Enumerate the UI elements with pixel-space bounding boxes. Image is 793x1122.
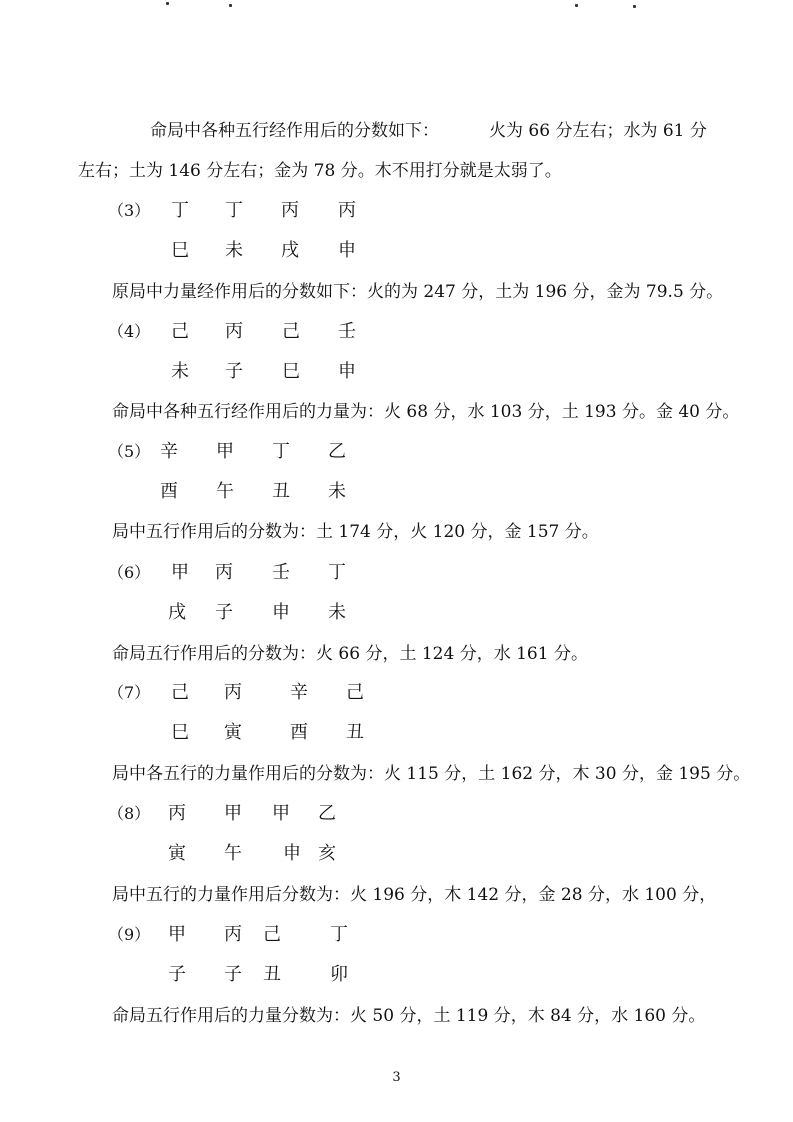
stem-char: 丁 bbox=[225, 200, 243, 221]
stem-char: 壬 bbox=[272, 562, 290, 583]
example-result: 命局中各种五行经作用后的力量为：火 68 分，水 103 分，土 193 分。金 40 分。 bbox=[112, 402, 740, 422]
stem-char: 丙 bbox=[338, 200, 356, 221]
scan-speck bbox=[633, 5, 636, 8]
branch-char: 未 bbox=[171, 361, 189, 382]
branch-char: 子 bbox=[225, 361, 243, 382]
stem-char: 己 bbox=[171, 321, 189, 342]
example-result: 局中五行作用后的分数为：土 174 分，火 120 分，金 157 分。 bbox=[112, 522, 599, 542]
branch-char: 申 bbox=[338, 240, 356, 261]
stem-char: 丁 bbox=[328, 562, 346, 583]
page-number: 3 bbox=[392, 1070, 401, 1085]
example-label: （4） bbox=[108, 322, 151, 341]
stem-char: 丙 bbox=[224, 682, 242, 703]
scan-speck bbox=[166, 2, 169, 5]
example-label: （6） bbox=[108, 563, 151, 582]
stem-char: 辛 bbox=[160, 441, 178, 462]
stem-char: 己 bbox=[282, 321, 300, 342]
example-label: （9） bbox=[108, 925, 151, 944]
branch-char: 申 bbox=[283, 843, 301, 864]
stem-char: 甲 bbox=[171, 562, 189, 583]
example-label: （5） bbox=[108, 442, 151, 461]
branch-char: 子 bbox=[168, 964, 186, 985]
stem-char: 丁 bbox=[272, 441, 290, 462]
branch-char: 寅 bbox=[224, 722, 242, 743]
branch-char: 子 bbox=[215, 602, 233, 623]
stem-char: 己 bbox=[263, 924, 281, 945]
paragraph-1-line-1 bbox=[150, 120, 439, 142]
branch-char: 酉 bbox=[160, 481, 178, 502]
paragraph-1-line-2 bbox=[78, 160, 562, 182]
branch-char: 寅 bbox=[168, 843, 186, 864]
stem-char: 己 bbox=[171, 682, 189, 703]
branch-char: 未 bbox=[328, 481, 346, 502]
stem-char: 丁 bbox=[171, 200, 189, 221]
paragraph-1-line-1b bbox=[489, 120, 707, 142]
branch-char: 巳 bbox=[171, 240, 189, 261]
scan-speck bbox=[575, 4, 578, 7]
stem-char: 乙 bbox=[318, 803, 336, 824]
stem-char: 甲 bbox=[224, 803, 242, 824]
stem-char: 辛 bbox=[290, 682, 308, 703]
example-label: （7） bbox=[108, 683, 151, 702]
branch-char: 午 bbox=[216, 481, 234, 502]
branch-char: 申 bbox=[272, 602, 290, 623]
stem-char: 丙 bbox=[168, 803, 186, 824]
branch-char: 丑 bbox=[272, 481, 290, 502]
branch-char: 戌 bbox=[281, 240, 299, 261]
paragraph-1-text-c: 左右；土为 146 分左右；金为 78 分。木不用打分就是太弱了。 bbox=[78, 161, 562, 181]
example-label: （8） bbox=[108, 804, 151, 823]
branch-char: 未 bbox=[225, 240, 243, 261]
example-result: 局中五行的力量作用后分数为：火 196 分，木 142 分，金 28 分，水 100 分， bbox=[112, 885, 717, 905]
branch-char: 巳 bbox=[171, 722, 189, 743]
scan-speck bbox=[229, 4, 232, 7]
stem-char: 壬 bbox=[338, 321, 356, 342]
example-result: 原局中力量经作用后的分数如下：火的为 247 分，土为 196 分，金为 79.5 分。 bbox=[112, 282, 724, 302]
branch-char: 丑 bbox=[263, 964, 281, 985]
branch-char: 酉 bbox=[290, 722, 308, 743]
example-result: 命局五行作用后的力量分数为：火 50 分，土 119 分，木 84 分，水 160 分。 bbox=[112, 1006, 706, 1026]
branch-char: 未 bbox=[328, 602, 346, 623]
stem-char: 己 bbox=[346, 682, 364, 703]
stem-char: 甲 bbox=[272, 803, 290, 824]
branch-char: 午 bbox=[224, 843, 242, 864]
stem-char: 丁 bbox=[330, 924, 348, 945]
branch-char: 巳 bbox=[282, 361, 300, 382]
stem-char: 甲 bbox=[216, 441, 234, 462]
branch-char: 子 bbox=[224, 964, 242, 985]
paragraph-1-text-b: 火为 66 分左右；水为 61 分 bbox=[489, 121, 707, 141]
branch-char: 申 bbox=[338, 361, 356, 382]
example-label: （3） bbox=[108, 201, 151, 220]
branch-char: 丑 bbox=[346, 722, 364, 743]
branch-char: 卯 bbox=[330, 964, 348, 985]
stem-char: 丙 bbox=[281, 200, 299, 221]
example-result: 局中各五行的力量作用后的分数为：火 115 分，土 162 分，木 30 分，金 195 分。 bbox=[112, 764, 751, 784]
stem-char: 丙 bbox=[224, 924, 242, 945]
branch-char: 亥 bbox=[318, 843, 336, 864]
stem-char: 乙 bbox=[328, 441, 346, 462]
stem-char: 丙 bbox=[225, 321, 243, 342]
example-result: 命局五行作用后的分数为：火 66 分，土 124 分，水 161 分。 bbox=[112, 644, 588, 664]
stem-char: 丙 bbox=[215, 562, 233, 583]
stem-char: 甲 bbox=[168, 924, 186, 945]
branch-char: 戌 bbox=[168, 602, 186, 623]
paragraph-1-text-a: 命局中各种五行经作用后的分数如下： bbox=[150, 121, 439, 141]
